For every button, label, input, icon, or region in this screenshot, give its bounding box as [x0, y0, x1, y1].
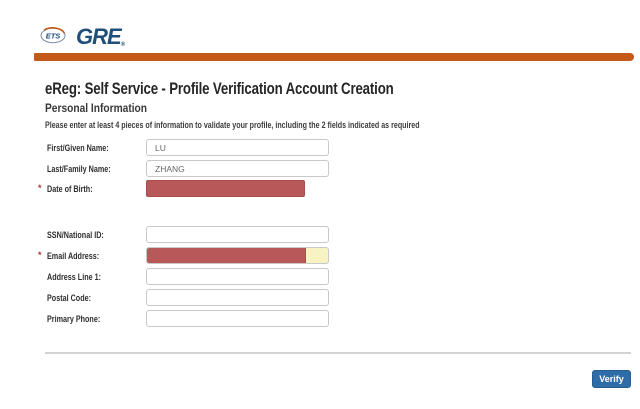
first-name-input[interactable] [146, 139, 329, 156]
email-label: Email Address: [47, 251, 100, 261]
primary-phone-label: Primary Phone: [47, 314, 101, 324]
form-row-primary-phone [0, 310, 640, 327]
form-row-date-of-birth [0, 180, 640, 197]
form-row-postal-code [0, 289, 640, 306]
gre-wordmark [76, 24, 125, 50]
first-name-label: First/Given Name: [47, 143, 109, 153]
email-masked-value [147, 248, 306, 263]
form-row-address [0, 268, 640, 285]
required-asterisk: * [38, 250, 42, 260]
date-of-birth-input[interactable] [146, 180, 305, 197]
last-name-input[interactable] [146, 160, 329, 177]
required-asterisk: * [38, 183, 42, 193]
primary-phone-input[interactable] [146, 310, 329, 327]
verify-button[interactable]: Verify [592, 370, 631, 388]
form-row-ssn [0, 226, 640, 243]
postal-code-input[interactable] [146, 289, 329, 306]
ets-logo-text: ETS [45, 31, 61, 41]
gre-text: GRE [76, 24, 121, 49]
ssn-input[interactable] [146, 226, 329, 243]
profile-verification-form [0, 139, 640, 339]
instructions-text: Please enter at least 4 pieces of information to validate your profile, including the 2 fields indicated as required [45, 120, 420, 130]
ssn-label: SSN/National ID: [47, 230, 104, 240]
postal-code-label: Postal Code: [47, 293, 92, 303]
address-line-1-input[interactable] [146, 268, 329, 285]
form-row-email [0, 247, 640, 264]
email-input[interactable] [146, 247, 329, 264]
registered-mark: ® [120, 42, 126, 48]
orange-divider [34, 53, 634, 61]
section-title: Personal Information [45, 101, 148, 115]
ets-logo-icon [40, 27, 67, 44]
form-row-last-name [0, 160, 640, 177]
page-title: eReg: Self Service - Profile Verification Account Creation [45, 79, 394, 98]
bottom-divider [45, 352, 631, 354]
form-row-first-name [0, 139, 640, 156]
address-line-1-label: Address Line 1: [47, 272, 102, 282]
last-name-label: Last/Family Name: [47, 164, 111, 174]
date-of-birth-label: Date of Birth: [47, 184, 93, 194]
